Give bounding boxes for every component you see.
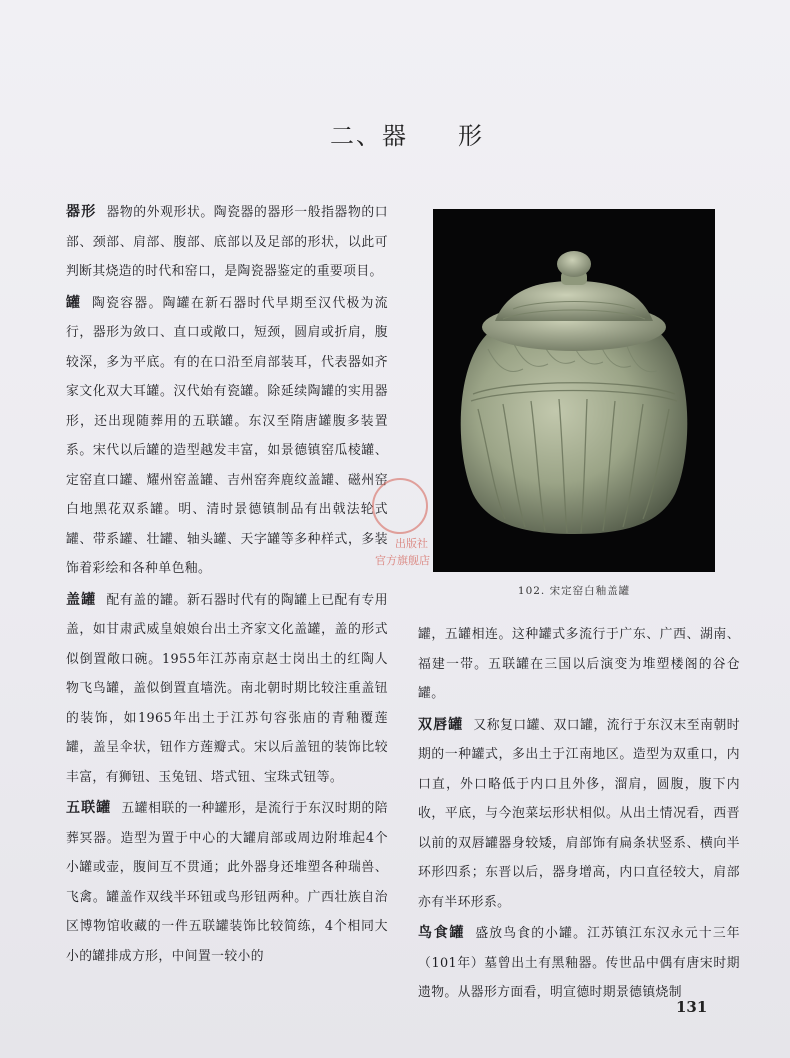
watermark-seal-icon bbox=[372, 478, 428, 534]
entry-text: 又称复口罐、双口罐，流行于东汉末至南朝时期的一种罐式，多出土于江南地区。造型为双重口，内口直，外口略低于内口且外侈，溜肩，圆腹，腹下内收，平底，与今泡菜坛形状相似。从出土情况看，西晋以前的双唇罐器身较矮，肩部饰有扁条状竖系、横向半环形四系；东晋以后，器身增高，内口直径较大，肩部亦有半环形系。 bbox=[418, 717, 741, 910]
entry-term: 双唇罐 bbox=[418, 716, 464, 733]
section-title-part1: 二、器 bbox=[330, 122, 408, 150]
entry-text: 罐，五罐相连。这种罐式多流行于广东、广西、湖南、福建一带。五联罐在三国以后演变为堆塑楼阁的谷仓罐。 bbox=[418, 627, 740, 701]
figure-caption: 102. 宋定窑白釉盖罐 bbox=[517, 585, 631, 597]
section-title-part2: 形 bbox=[458, 122, 484, 150]
entry-term: 器形 bbox=[66, 204, 97, 220]
entry-niaoshiguan bbox=[418, 919, 740, 1008]
entry-wulianguan-cont bbox=[418, 620, 740, 709]
entry-wulianguan bbox=[66, 794, 388, 971]
right-column bbox=[418, 620, 740, 1010]
entry-text: 配有盖的罐。新石器时代有的陶罐上已配有专用盖，如甘肃武威皇娘娘台出土齐家文化盖罐，盖的形式似倒置敞口碗。1955年江苏南京赵士岗出土的红陶人物飞鸟罐，盖似倒置直墙洗。南北朝时期比较注重盖钮的装饰，如1965年出土于江苏句容张庙的青釉覆莲罐，盖呈伞状，钮作方莲瓣式。宋以后盖钮的装饰比较丰富，有狮钮、玉兔钮、塔式钮、宝珠式钮等。 bbox=[66, 592, 389, 785]
entry-term: 鸟食罐 bbox=[418, 925, 466, 941]
covered-jar-image bbox=[433, 209, 715, 572]
entry-text: 盛放鸟食的小罐。江苏镇江东汉永元十三年（101年）墓曾出土有黑釉器。传世品中偶有唐宋时期遗物。从器形方面看，明宣德时期景德镇烧制 bbox=[418, 926, 740, 1000]
watermark-line2: 官方旗舰店 bbox=[375, 554, 430, 567]
entry-gaiguan bbox=[66, 586, 388, 793]
watermark bbox=[330, 535, 430, 569]
entry-term: 五联罐 bbox=[66, 800, 112, 816]
page-number: 131 bbox=[676, 998, 708, 1016]
entry-text: 五罐相联的一种罐形，是流行于东汉时期的陪葬冥器。造型为置于中心的大罐肩部或周边附堆起4个小罐或壶，腹间互不贯通；此外器身还堆塑各种瑞兽、飞禽。罐盖作双线半环钮或鸟形钮两种。广西壮族自治区博物馆收藏的一件五联罐装饰比较简练，4个相同大小的罐排成方形，中间置一较小的 bbox=[66, 801, 389, 964]
entry-text: 陶瓷容器。陶罐在新石器时代早期至汉代极为流行，器形为敛口、直口或敞口，短颈，圆肩或折肩，腹较深，多为平底。有的在口沿至肩部装耳，代表器如齐家文化双大耳罐。汉代始有瓷罐。除延续陶罐的实用器形，还出现随葬用的五联罐。东汉至隋唐罐腹多装置系。宋代以后罐的造型越发丰富，如景德镇窑瓜棱罐、定窑直口罐、耀州窑盖罐、吉州窑奔鹿纹盖罐、磁州窑白地黑花双系罐。明、清时景德镇制品有出戟法轮式罐、带系罐、壮罐、轴头罐、天字罐等多种样式，多装饰着彩绘和各种单色釉。 bbox=[66, 295, 389, 576]
entry-term: 罐 bbox=[66, 294, 82, 311]
entry-term: 盖罐 bbox=[66, 591, 97, 608]
entry-shuangchunguan bbox=[418, 711, 740, 918]
left-column bbox=[66, 198, 388, 973]
entry-text: 器物的外观形状。陶瓷器的器形一般指器物的口部、颈部、肩部、腹部、底部以及足部的形状，以此可判断其烧造的时代和窑口，是陶瓷器鉴定的重要项目。 bbox=[66, 205, 389, 279]
section-title bbox=[330, 116, 484, 151]
jar-photo bbox=[433, 209, 715, 572]
entry-qixing bbox=[66, 198, 388, 287]
watermark-line1: 出版社 bbox=[395, 537, 428, 550]
